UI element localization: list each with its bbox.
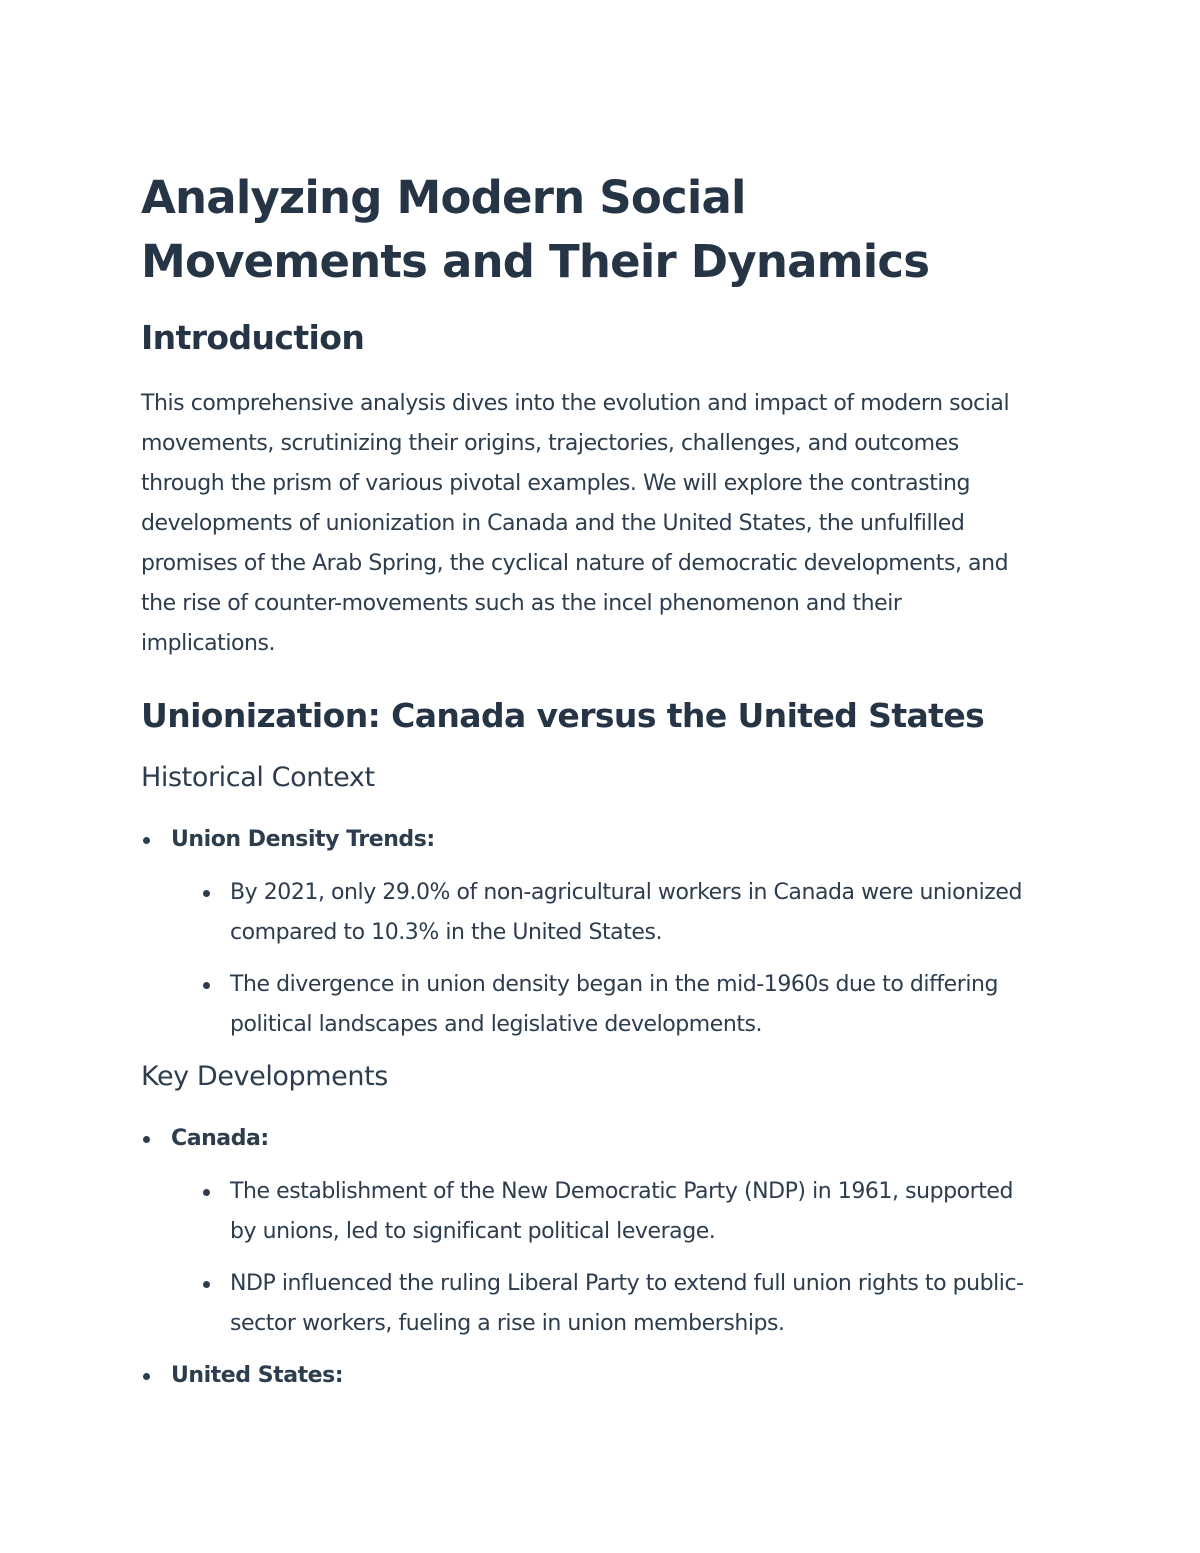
list-item-label: Union Density Trends: <box>171 827 435 852</box>
canada-sublist <box>171 1172 1041 1344</box>
bullet-icon <box>143 1136 150 1143</box>
sublist-item <box>171 1172 1041 1252</box>
introduction-heading: Introduction <box>141 318 365 357</box>
document-page <box>141 166 1041 1396</box>
bullet-icon <box>203 1281 210 1288</box>
bullet-icon <box>143 1373 150 1380</box>
list-item-canada <box>141 1119 1041 1344</box>
sublist-item <box>171 1264 1041 1344</box>
sublist-item <box>171 965 1041 1045</box>
list-item-united-states <box>141 1356 1041 1396</box>
sublist-item-text: The divergence in union density began in the mid-1960s due to differing political landscapes and legislative developments. <box>230 972 999 1037</box>
bullet-icon <box>203 982 210 989</box>
list-item-label: United States: <box>171 1363 344 1388</box>
union-density-sublist <box>171 873 1041 1045</box>
document-title: Analyzing Modern Social Movements and Their Dynamics <box>141 171 930 288</box>
key-developments-list <box>141 1119 1041 1396</box>
list-item-union-density <box>141 820 1041 1045</box>
sublist-item-text: NDP influenced the ruling Liberal Party to extend full union rights to public-sector workers, fueling a rise in union memberships. <box>230 1271 1024 1336</box>
bullet-icon <box>203 890 210 897</box>
introduction-paragraph: This comprehensive analysis dives into the evolution and impact of modern social movements, scrutinizing their origins, trajectories, challenges, and outcomes through the prism of various pivotal examples. We will explore the contrasting developments of unionization in Canada and the United States, the unfulfilled promises of the Arab Spring, the cyclical nature of democratic developments, and the rise of counter-movements such as the incel phenomenon and their implications. <box>141 391 1010 656</box>
bullet-icon <box>143 837 150 844</box>
bullet-icon <box>203 1189 210 1196</box>
list-item-label: Canada: <box>171 1126 269 1151</box>
sublist-item <box>171 873 1041 953</box>
historical-context-list <box>141 820 1041 1045</box>
historical-context-heading: Historical Context <box>141 762 375 793</box>
unionization-heading: Unionization: Canada versus the United States <box>141 696 985 735</box>
key-developments-heading: Key Developments <box>141 1061 388 1092</box>
sublist-item-text: By 2021, only 29.0% of non-agricultural workers in Canada were unionized compared to 10.3% in the United States. <box>230 880 1022 945</box>
sublist-item-text: The establishment of the New Democratic Party (NDP) in 1961, supported by unions, led to significant political leverage. <box>230 1179 1013 1244</box>
